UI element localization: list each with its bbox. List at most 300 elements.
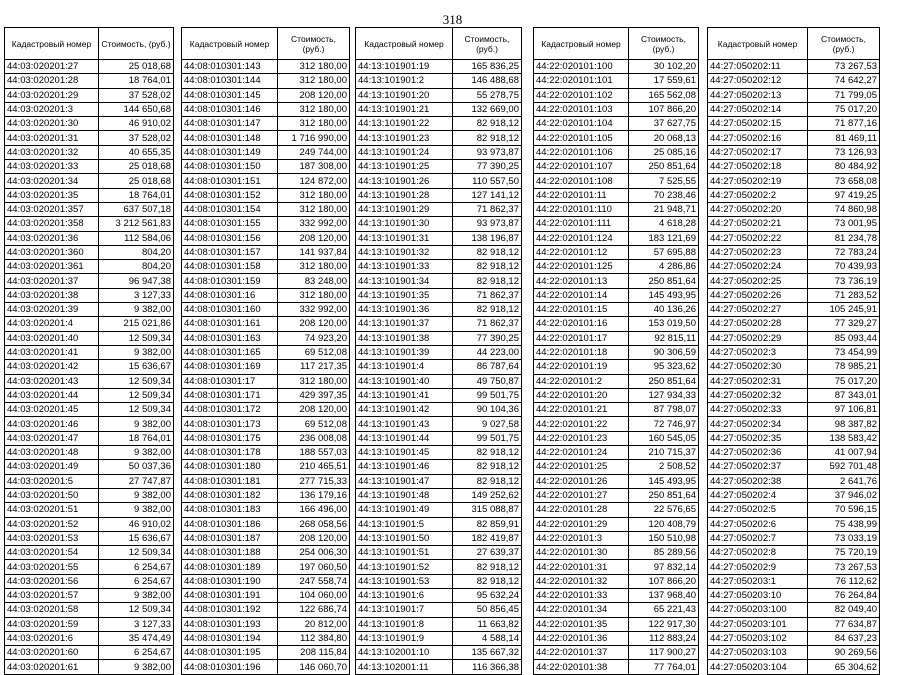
table-row: [182, 574, 350, 588]
cadastral-number-cell: 44:27:050202:7: [708, 531, 808, 545]
table-row: [534, 74, 699, 88]
cost-cell: 25 018,68: [99, 160, 174, 174]
table-header-row: [356, 28, 522, 60]
cost-cell: 112 584,06: [99, 231, 174, 245]
cost-cell: 50 037,36: [99, 460, 174, 474]
table-row: [534, 403, 699, 417]
cost-cell: 312 180,00: [278, 374, 350, 388]
table-row: [708, 488, 880, 502]
cost-cell: 268 058,56: [278, 517, 350, 531]
cadastral-number-cell: 44:03:020201:61: [5, 660, 99, 674]
cost-cell: 208 120,00: [278, 231, 350, 245]
table-row: [356, 360, 522, 374]
cadastral-number-cell: 44:22:020101:108: [534, 174, 629, 188]
table-row: [356, 303, 522, 317]
cadastral-number-cell: 44:22:020101:102: [534, 88, 629, 102]
cost-cell: 250 851,64: [629, 488, 699, 502]
cadastral-number-cell: 44:03:020201:52: [5, 517, 99, 531]
table-row: [5, 231, 174, 245]
table-row: [5, 446, 174, 460]
cadastral-number-cell: 44:22:020101:104: [534, 117, 629, 131]
cadastral-number-cell: 44:08:010301:159: [182, 274, 278, 288]
cadastral-number-cell: 44:13:101901:37: [356, 317, 453, 331]
cost-cell: 71 799,05: [808, 88, 880, 102]
cadastral-number-cell: 44:27:050202:15: [708, 117, 808, 131]
cadastral-number-cell: 44:22:020101:14: [534, 288, 629, 302]
table-row: [708, 88, 880, 102]
cadastral-number-cell: 44:08:010301:156: [182, 231, 278, 245]
table-row: [534, 174, 699, 188]
cost-cell: 637 507,18: [99, 202, 174, 216]
cadastral-number-cell: 44:03:020201:48: [5, 446, 99, 460]
table-row: [708, 646, 880, 660]
cost-cell: 40 136,26: [629, 303, 699, 317]
cost-cell: 804,20: [99, 245, 174, 259]
cost-cell: 25 085,16: [629, 145, 699, 159]
table-row: [5, 60, 174, 74]
table-row: [534, 88, 699, 102]
table-row: [534, 102, 699, 116]
cadastral-number-cell: 44:03:020201:56: [5, 574, 99, 588]
table-row: [5, 345, 174, 359]
table-row: [5, 374, 174, 388]
cost-cell: 76 264,84: [808, 588, 880, 602]
cadastral-number-cell: 44:27:050203:103: [708, 646, 808, 660]
cost-cell: 332 992,00: [278, 217, 350, 231]
cadastral-number-cell: 44:03:020201:27: [5, 60, 99, 74]
table-row: [708, 403, 880, 417]
cost-cell: 82 918,12: [453, 303, 522, 317]
cost-cell: 82 918,12: [453, 131, 522, 145]
cadastral-number-cell: 44:13:101901:47: [356, 474, 453, 488]
table-row: [5, 288, 174, 302]
table-row: [182, 231, 350, 245]
cost-cell: 12 509,34: [99, 546, 174, 560]
table-row: [182, 474, 350, 488]
cost-cell: 70 439,93: [808, 260, 880, 274]
cadastral-number-cell: 44:27:050202:21: [708, 217, 808, 231]
cadastral-number-cell: 44:22:020101:35: [534, 617, 629, 631]
cost-cell: 9 382,00: [99, 417, 174, 431]
cadastral-number-cell: 44:13:101901:46: [356, 460, 453, 474]
cadastral-number-cell: 44:13:101901:7: [356, 603, 453, 617]
cost-cell: 11 663,82: [453, 617, 522, 631]
cadastral-number-header: Кадастровый номер: [708, 28, 808, 60]
cost-cell: 107 866,20: [629, 102, 699, 116]
table-row: [534, 560, 699, 574]
cost-header: Стоимость, (руб.): [629, 28, 699, 60]
cadastral-number-cell: 44:13:101901:38: [356, 331, 453, 345]
cost-cell: 312 180,00: [278, 117, 350, 131]
table-row: [182, 317, 350, 331]
cost-cell: 25 018,68: [99, 60, 174, 74]
table-row: [182, 517, 350, 531]
cost-cell: 70 596,15: [808, 503, 880, 517]
cadastral-number-cell: 44:08:010301:143: [182, 60, 278, 74]
table-row: [356, 460, 522, 474]
cadastral-number-cell: 44:27:050202:33: [708, 403, 808, 417]
table-row: [356, 374, 522, 388]
table-row: [5, 331, 174, 345]
table-header-row: [534, 28, 699, 60]
cost-cell: 71 283,52: [808, 288, 880, 302]
table-row: [708, 517, 880, 531]
cadastral-number-cell: 44:27:050203:104: [708, 660, 808, 674]
table-row: [534, 260, 699, 274]
cost-cell: 12 509,34: [99, 603, 174, 617]
table-row: [534, 245, 699, 259]
cadastral-number-cell: 44:13:101901:52: [356, 560, 453, 574]
cost-cell: 27 747,87: [99, 474, 174, 488]
cadastral-number-cell: 44:13:101901:53: [356, 574, 453, 588]
table-row: [5, 117, 174, 131]
table-row: [708, 546, 880, 560]
cadastral-number-cell: 44:22:020101:124: [534, 231, 629, 245]
table-row: [5, 317, 174, 331]
cost-cell: 81 234,78: [808, 231, 880, 245]
cadastral-number-cell: 44:08:010301:187: [182, 531, 278, 545]
cadastral-number-cell: 44:22:020101:37: [534, 646, 629, 660]
cadastral-number-cell: 44:03:020201:57: [5, 588, 99, 602]
table-row: [356, 603, 522, 617]
cost-cell: 3 127,33: [99, 617, 174, 631]
table-row: [182, 145, 350, 159]
cost-cell: 50 856,45: [453, 603, 522, 617]
cadastral-number-cell: 44:27:050202:27: [708, 303, 808, 317]
table-row: [5, 202, 174, 216]
cost-cell: 208 120,00: [278, 531, 350, 545]
cost-cell: 312 180,00: [278, 188, 350, 202]
cost-cell: 18 764,01: [99, 431, 174, 445]
table-row: [356, 317, 522, 331]
cadastral-number-cell: 44:08:010301:169: [182, 360, 278, 374]
table-row: [5, 160, 174, 174]
cost-cell: 105 245,91: [808, 303, 880, 317]
cost-cell: 76 112,62: [808, 574, 880, 588]
table-row: [5, 646, 174, 660]
cost-cell: 78 985,21: [808, 360, 880, 374]
cadastral-number-cell: 44:22:020101:34: [534, 603, 629, 617]
cost-cell: 12 509,34: [99, 331, 174, 345]
cadastral-number-cell: 44:13:101901:44: [356, 431, 453, 445]
cost-cell: 18 764,01: [99, 74, 174, 88]
table-row: [708, 388, 880, 402]
table-row: [534, 317, 699, 331]
cost-header: Стоимость, (руб.): [99, 28, 174, 60]
cadastral-number-cell: 44:03:020201:357: [5, 202, 99, 216]
table-row: [182, 646, 350, 660]
cost-cell: 9 382,00: [99, 488, 174, 502]
table-row: [356, 117, 522, 131]
table-row: [5, 74, 174, 88]
cadastral-number-cell: 44:22:020101:19: [534, 360, 629, 374]
table-row: [356, 446, 522, 460]
cadastral-number-cell: 44:27:050202:5: [708, 503, 808, 517]
cadastral-number-cell: 44:03:020201:29: [5, 88, 99, 102]
table-row: [534, 631, 699, 645]
cadastral-number-cell: 44:27:050202:26: [708, 288, 808, 302]
cadastral-number-cell: 44:13:101901:20: [356, 88, 453, 102]
table-row: [708, 360, 880, 374]
table-row: [534, 660, 699, 674]
cost-cell: 73 267,53: [808, 60, 880, 74]
cadastral-number-cell: 44:08:010301:196: [182, 660, 278, 674]
cost-cell: 18 764,01: [99, 188, 174, 202]
table-row: [356, 546, 522, 560]
cost-cell: 135 667,32: [453, 646, 522, 660]
cadastral-number-cell: 44:08:010301:182: [182, 488, 278, 502]
cadastral-number-cell: 44:13:101901:35: [356, 288, 453, 302]
table-row: [708, 560, 880, 574]
cost-cell: 21 948,71: [629, 202, 699, 216]
cadastral-number-cell: 44:03:020201:37: [5, 274, 99, 288]
cadastral-number-cell: 44:13:101901:48: [356, 488, 453, 502]
cadastral-number-cell: 44:03:020201:44: [5, 388, 99, 402]
cadastral-number-cell: 44:22:020101:15: [534, 303, 629, 317]
cost-cell: 312 180,00: [278, 202, 350, 216]
cost-cell: 90 306,59: [629, 345, 699, 359]
cadastral-number-cell: 44:08:010301:194: [182, 631, 278, 645]
cost-cell: 82 918,12: [453, 460, 522, 474]
cost-cell: 12 509,34: [99, 374, 174, 388]
cost-cell: 55 278,75: [453, 88, 522, 102]
table-row: [5, 102, 174, 116]
table-row: [534, 574, 699, 588]
cost-cell: 25 018,68: [99, 174, 174, 188]
cadastral-number-cell: 44:22:020101:31: [534, 560, 629, 574]
table-row: [356, 660, 522, 674]
table-row: [356, 503, 522, 517]
cost-cell: 15 636,67: [99, 360, 174, 374]
cost-cell: 74 860,98: [808, 202, 880, 216]
table-row: [356, 631, 522, 645]
cadastral-number-cell: 44:22:020101:26: [534, 474, 629, 488]
table-row: [182, 388, 350, 402]
cost-cell: 37 528,02: [99, 131, 174, 145]
cadastral-number-cell: 44:27:050202:9: [708, 560, 808, 574]
cost-cell: 22 576,65: [629, 503, 699, 517]
cadastral-number-cell: 44:08:010301:165: [182, 345, 278, 359]
cadastral-number-cell: 44:13:101901:29: [356, 202, 453, 216]
cadastral-number-cell: 44:03:020201:59: [5, 617, 99, 631]
cadastral-number-cell: 44:03:020201:361: [5, 260, 99, 274]
cadastral-number-cell: 44:08:010301:188: [182, 546, 278, 560]
table-row: [5, 617, 174, 631]
table-row: [182, 403, 350, 417]
cost-cell: 30 102,20: [629, 60, 699, 74]
cadastral-number-cell: 44:03:020201:360: [5, 245, 99, 259]
table-row: [182, 174, 350, 188]
cadastral-number-cell: 44:03:020201:6: [5, 631, 99, 645]
cost-cell: 73 267,53: [808, 560, 880, 574]
cadastral-number-cell: 44:27:050202:2: [708, 188, 808, 202]
table-row: [182, 74, 350, 88]
cost-cell: 127 934,33: [629, 388, 699, 402]
table-row: [534, 145, 699, 159]
cost-cell: 124 872,00: [278, 174, 350, 188]
cost-cell: 82 918,12: [453, 117, 522, 131]
table-row: [182, 431, 350, 445]
cadastral-number-cell: 44:13:101901:21: [356, 102, 453, 116]
table-row: [182, 446, 350, 460]
cadastral-number-cell: 44:27:050202:20: [708, 202, 808, 216]
table-row: [534, 646, 699, 660]
cadastral-number-cell: 44:03:020201:45: [5, 403, 99, 417]
cadastral-number-cell: 44:13:101901:25: [356, 160, 453, 174]
table-row: [534, 231, 699, 245]
cost-cell: 97 106,81: [808, 403, 880, 417]
cost-cell: 165 836,25: [453, 60, 522, 74]
cost-cell: 72 746,97: [629, 417, 699, 431]
table-row: [708, 202, 880, 216]
cadastral-number-cell: 44:27:050202:34: [708, 417, 808, 431]
table-row: [708, 588, 880, 602]
cadastral-number-cell: 44:08:010301:186: [182, 517, 278, 531]
cost-cell: 69 512,08: [278, 417, 350, 431]
cadastral-number-cell: 44:22:020101:16: [534, 317, 629, 331]
table-row: [534, 517, 699, 531]
table-row: [708, 603, 880, 617]
cost-cell: 120 408,79: [629, 517, 699, 531]
table-row: [182, 331, 350, 345]
cost-cell: 208 120,00: [278, 403, 350, 417]
page-number: 318: [442, 12, 463, 27]
cadastral-number-cell: 44:03:020201:42: [5, 360, 99, 374]
cost-cell: 82 918,12: [453, 274, 522, 288]
cost-header: Стоимость, (руб.): [453, 28, 522, 60]
cadastral-number-header: Кадастровый номер: [356, 28, 453, 60]
cost-cell: 153 019,50: [629, 317, 699, 331]
cadastral-number-cell: 44:03:020201:46: [5, 417, 99, 431]
cadastral-number-cell: 44:03:020201:55: [5, 560, 99, 574]
table-row: [708, 231, 880, 245]
cost-cell: 73 736,19: [808, 274, 880, 288]
cost-cell: 208 120,00: [278, 88, 350, 102]
table-row: [534, 303, 699, 317]
table-row: [356, 188, 522, 202]
table-row: [708, 188, 880, 202]
cost-cell: 83 248,00: [278, 274, 350, 288]
table-row: [534, 160, 699, 174]
cost-cell: 12 509,34: [99, 403, 174, 417]
cost-cell: 104 060,00: [278, 588, 350, 602]
cadastral-number-cell: 44:27:050202:38: [708, 474, 808, 488]
table-row: [708, 174, 880, 188]
cadastral-number-cell: 44:22:020101:38: [534, 660, 629, 674]
cadastral-number-cell: 44:08:010301:189: [182, 560, 278, 574]
cost-cell: 77 764,01: [629, 660, 699, 674]
cost-cell: 804,20: [99, 260, 174, 274]
table-row: [356, 74, 522, 88]
cost-cell: 41 007,94: [808, 446, 880, 460]
table-row: [708, 331, 880, 345]
table-row: [534, 274, 699, 288]
cost-cell: 9 382,00: [99, 446, 174, 460]
cost-cell: 4 286,86: [629, 260, 699, 274]
cadastral-number-cell: 44:22:020101:111: [534, 217, 629, 231]
cost-cell: 4 618,28: [629, 217, 699, 231]
table-row: [708, 531, 880, 545]
table-row: [534, 417, 699, 431]
cadastral-number-cell: 44:27:050202:30: [708, 360, 808, 374]
cadastral-number-cell: 44:08:010301:171: [182, 388, 278, 402]
cost-cell: 312 180,00: [278, 60, 350, 74]
cadastral-number-cell: 44:03:020201:39: [5, 303, 99, 317]
cost-cell: 116 366,38: [453, 660, 522, 674]
cost-cell: 12 509,34: [99, 388, 174, 402]
cadastral-number-cell: 44:13:101901:39: [356, 345, 453, 359]
cadastral-number-cell: 44:27:050202:19: [708, 174, 808, 188]
table-row: [534, 60, 699, 74]
cost-cell: 77 634,87: [808, 617, 880, 631]
cadastral-number-cell: 44:13:101901:8: [356, 617, 453, 631]
cost-cell: 3 212 561,83: [99, 217, 174, 231]
table-row: [708, 74, 880, 88]
cadastral-number-cell: 44:22:020101:105: [534, 131, 629, 145]
table-row: [708, 303, 880, 317]
table-row: [5, 531, 174, 545]
cost-cell: 146 488,68: [453, 74, 522, 88]
table-row: [534, 503, 699, 517]
cost-cell: 75 720,19: [808, 546, 880, 560]
cost-cell: 82 918,12: [453, 446, 522, 460]
table-row: [182, 531, 350, 545]
table-row: [182, 217, 350, 231]
cadastral-number-cell: 44:03:020201:43: [5, 374, 99, 388]
cost-cell: 117 217,35: [278, 360, 350, 374]
cadastral-number-cell: 44:27:050203:10: [708, 588, 808, 602]
cadastral-number-cell: 44:03:020201:28: [5, 74, 99, 88]
cadastral-number-cell: 44:08:010301:147: [182, 117, 278, 131]
cadastral-number-cell: 44:22:020101:20: [534, 388, 629, 402]
cost-cell: 77 390,25: [453, 160, 522, 174]
cadastral-number-cell: 44:03:020201:358: [5, 217, 99, 231]
table-row: [182, 188, 350, 202]
cost-cell: 4 588,14: [453, 631, 522, 645]
cost-cell: 9 382,00: [99, 503, 174, 517]
cost-cell: 112 883,24: [629, 631, 699, 645]
cost-cell: 87 343,01: [808, 388, 880, 402]
cost-cell: 73 658,08: [808, 174, 880, 188]
cost-cell: 37 946,02: [808, 488, 880, 502]
table-row: [182, 131, 350, 145]
table-row: [708, 117, 880, 131]
cost-cell: 17 559,61: [629, 74, 699, 88]
cadastral-number-cell: 44:03:020201:40: [5, 331, 99, 345]
cadastral-number-cell: 44:22:020101:106: [534, 145, 629, 159]
cadastral-number-cell: 44:08:010301:148: [182, 131, 278, 145]
table-row: [5, 503, 174, 517]
table-row: [534, 288, 699, 302]
cadastral-number-cell: 44:27:050202:36: [708, 446, 808, 460]
table-row: [534, 617, 699, 631]
cost-cell: 82 859,91: [453, 517, 522, 531]
cadastral-number-cell: 44:22:020101:18: [534, 345, 629, 359]
table-row: [708, 160, 880, 174]
cadastral-number-cell: 44:22:020101:27: [534, 488, 629, 502]
table-row: [182, 374, 350, 388]
cost-cell: 85 289,56: [629, 546, 699, 560]
cost-cell: 90 104,36: [453, 403, 522, 417]
table-row: [356, 574, 522, 588]
table-row: [5, 245, 174, 259]
cadastral-number-cell: 44:22:020101:22: [534, 417, 629, 431]
table-row: [182, 617, 350, 631]
table-row: [708, 374, 880, 388]
cadastral-table-1: [4, 27, 174, 675]
table-row: [5, 560, 174, 574]
table-row: [5, 188, 174, 202]
